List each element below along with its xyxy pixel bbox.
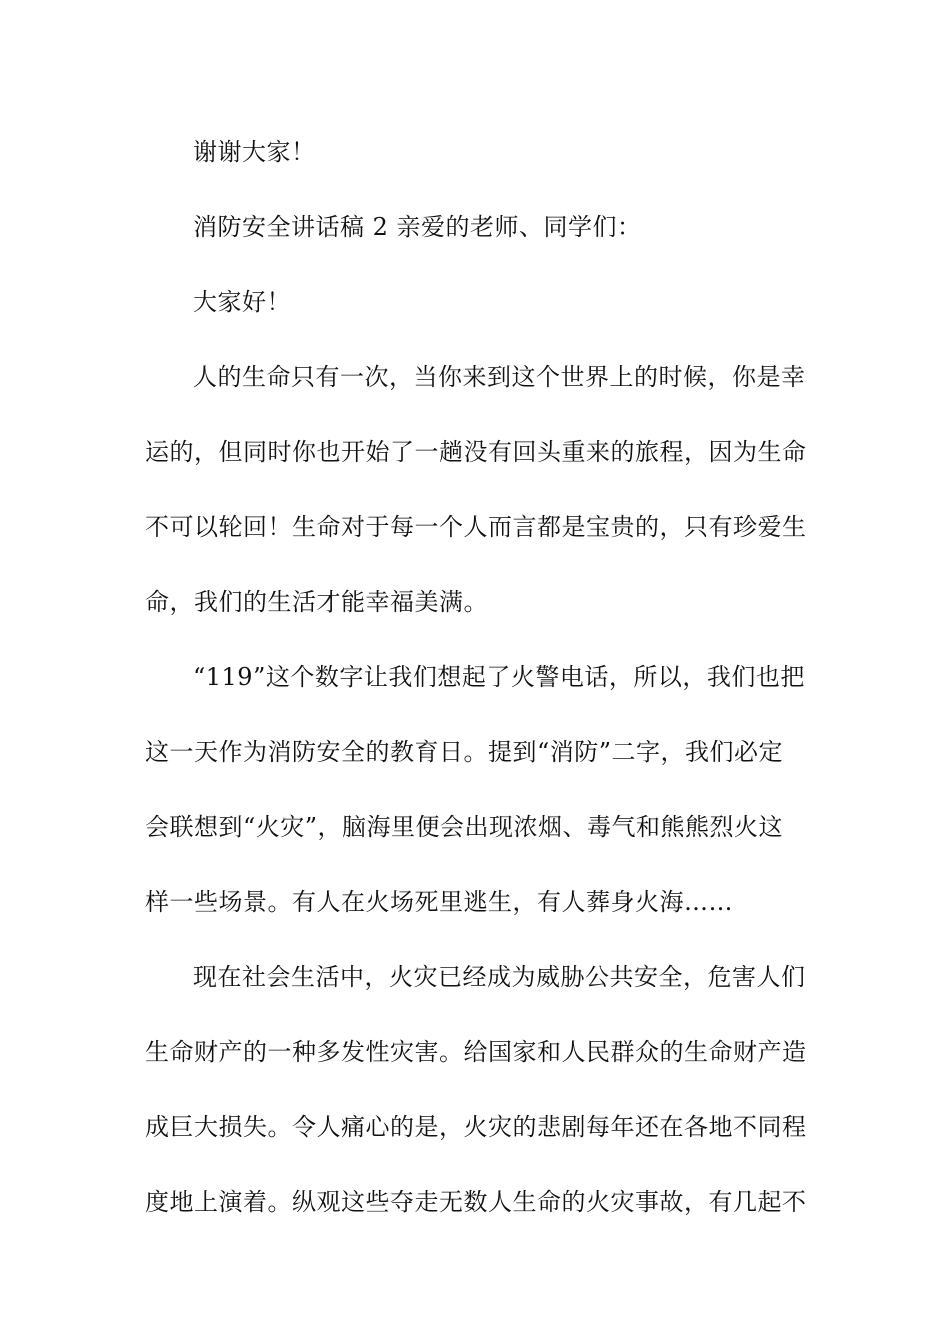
paragraph-1-line-3: 不可以轮回！生命对于每一个人而言都是宝贵的，只有珍爱生 [145, 513, 807, 541]
paragraph-2-line-2: 这一天作为消防安全的教育日。提到“消防”二字，我们必定 [145, 738, 784, 766]
paragraph-2-line-1: “119”这个数字让我们想起了火警电话，所以，我们也把 [193, 663, 805, 691]
paragraph-3-line-2: 生命财产的一种多发性灾害。给国家和人民群众的生命财产造 [145, 1038, 807, 1066]
paragraph-3-line-1: 现在社会生活中，火灾已经成为威胁公共安全，危害人们 [193, 963, 806, 991]
paragraph-3-line-4: 度地上演着。纵观这些夺走无数人生命的火灾事故，有几起不 [145, 1188, 807, 1216]
paragraph-2-line-4: 样一些场景。有人在火场死里逃生，有人葬身火海…… [145, 888, 733, 916]
paragraph-1-line-4: 命，我们的生活才能幸福美满。 [145, 588, 488, 616]
paragraph-1-line-2: 运的，但同时你也开始了一趟没有回头重来的旅程，因为生命 [145, 438, 807, 466]
paragraph-1-line-1: 人的生命只有一次，当你来到这个世界上的时候，你是幸 [193, 363, 806, 391]
speech-title-salutation-line: 消防安全讲话稿 2 亲爱的老师、同学们： [193, 213, 642, 241]
paragraph-3-line-3: 成巨大损失。令人痛心的是，火灾的悲剧每年还在各地不同程 [145, 1113, 807, 1141]
closing-thanks-line: 谢谢大家！ [193, 138, 316, 166]
greeting-line: 大家好！ [193, 288, 291, 316]
paragraph-2-line-3: 会联想到“火灾”，脑海里便会出现浓烟、毒气和熊熊烈火这 [145, 813, 784, 841]
